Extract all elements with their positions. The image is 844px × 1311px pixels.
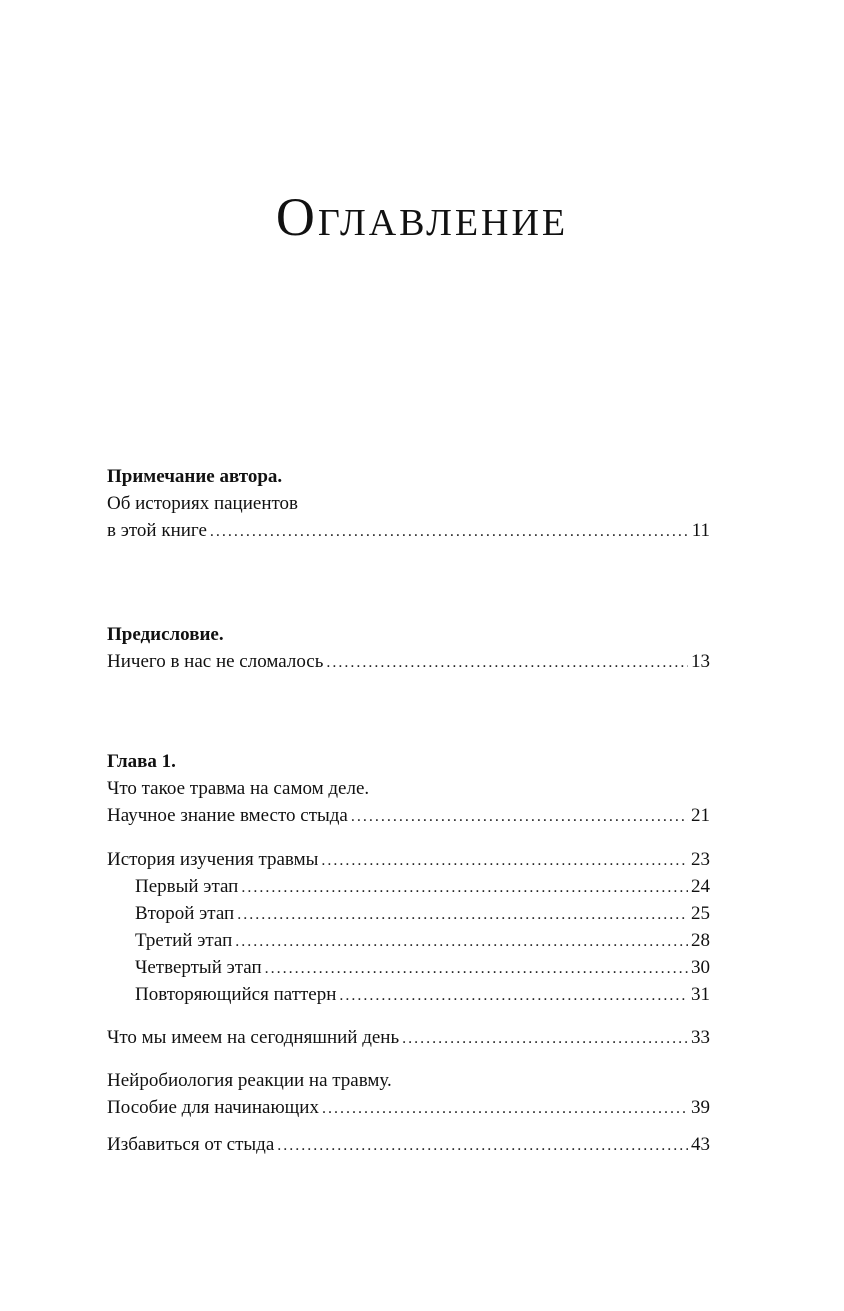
toc-entry-page: 39	[691, 1097, 710, 1118]
dot-leader	[277, 1132, 688, 1159]
section-subtitle: Что такое травма на самом деле.	[107, 778, 370, 799]
dot-leader	[322, 1095, 688, 1122]
toc-entry-title: Четвертый этап	[135, 957, 262, 978]
dot-leader	[321, 847, 688, 874]
section-heading: Примечание автора.	[107, 466, 283, 487]
toc-entry-title: Ничего в нас не сломалось	[107, 651, 324, 672]
toc-section-chapter-1	[107, 748, 710, 829]
toc-entry[interactable]	[107, 517, 710, 544]
section-subtitle: Об историях пациентов	[107, 493, 299, 514]
toc-entry-title: Первый этап	[135, 876, 239, 897]
toc-entry-page: 30	[691, 957, 710, 978]
toc-entry-title: Что мы имеем на сегодняшний день	[107, 1027, 400, 1048]
toc-entry-page: 31	[691, 984, 710, 1005]
toc-entry-title: Научное знание вместо стыда	[107, 805, 348, 826]
toc-entry-title: Третий этап	[135, 930, 233, 951]
toc-entry[interactable]	[107, 802, 710, 829]
toc-entry-page: 24	[691, 876, 710, 897]
toc-section-author-note	[107, 463, 710, 544]
toc-entry-page: 33	[691, 1027, 710, 1048]
toc-entry-title: Повторяющийся паттерн	[135, 984, 337, 1005]
toc-entry-page: 11	[691, 520, 710, 541]
page-title: Оглавление	[275, 187, 569, 247]
section-subtitle: Нейробиология реакции на травму.	[107, 1070, 392, 1091]
toc-entry-title: Пособие для начинающих	[107, 1097, 319, 1118]
dot-leader	[339, 982, 688, 1009]
toc-subentry[interactable]	[107, 900, 710, 927]
toc-subentry[interactable]	[107, 873, 710, 900]
toc-entry[interactable]	[107, 846, 710, 873]
toc-entry-page: 23	[691, 849, 710, 870]
toc-entry-page: 25	[691, 903, 710, 924]
dot-leader	[402, 1025, 688, 1052]
toc-section-neurobiology	[107, 1067, 710, 1121]
toc-entry-title: в этой книге	[107, 520, 207, 541]
dot-leader	[241, 874, 688, 901]
dot-leader	[237, 901, 688, 928]
toc-entry-title: Избавиться от стыда	[107, 1134, 275, 1155]
toc-entry-title: Второй этап	[135, 903, 235, 924]
toc-section-today	[107, 1024, 710, 1051]
toc-subentry[interactable]	[107, 927, 710, 954]
toc-entry-page: 21	[691, 805, 710, 826]
toc-subentry[interactable]	[107, 981, 710, 1008]
dot-leader	[351, 803, 688, 830]
toc-entry-page: 43	[691, 1134, 710, 1155]
toc-entry-title: История изучения травмы	[107, 849, 319, 870]
section-heading: Глава 1.	[107, 751, 176, 772]
toc-entry[interactable]	[107, 1094, 710, 1121]
toc-entry-page: 13	[691, 651, 710, 672]
toc-entry[interactable]	[107, 648, 710, 675]
toc-entry[interactable]	[107, 1024, 710, 1051]
section-heading: Предисловие.	[107, 624, 224, 645]
toc-section-history	[107, 846, 710, 1008]
dot-leader	[326, 649, 688, 676]
toc-subentry[interactable]	[107, 954, 710, 981]
dot-leader	[210, 518, 689, 545]
toc-section-preface	[107, 621, 710, 675]
dot-leader	[235, 928, 688, 955]
dot-leader	[265, 955, 688, 982]
toc-section-shame	[107, 1131, 710, 1158]
toc-entry[interactable]	[107, 1131, 710, 1158]
toc-entry-page: 28	[691, 930, 710, 951]
